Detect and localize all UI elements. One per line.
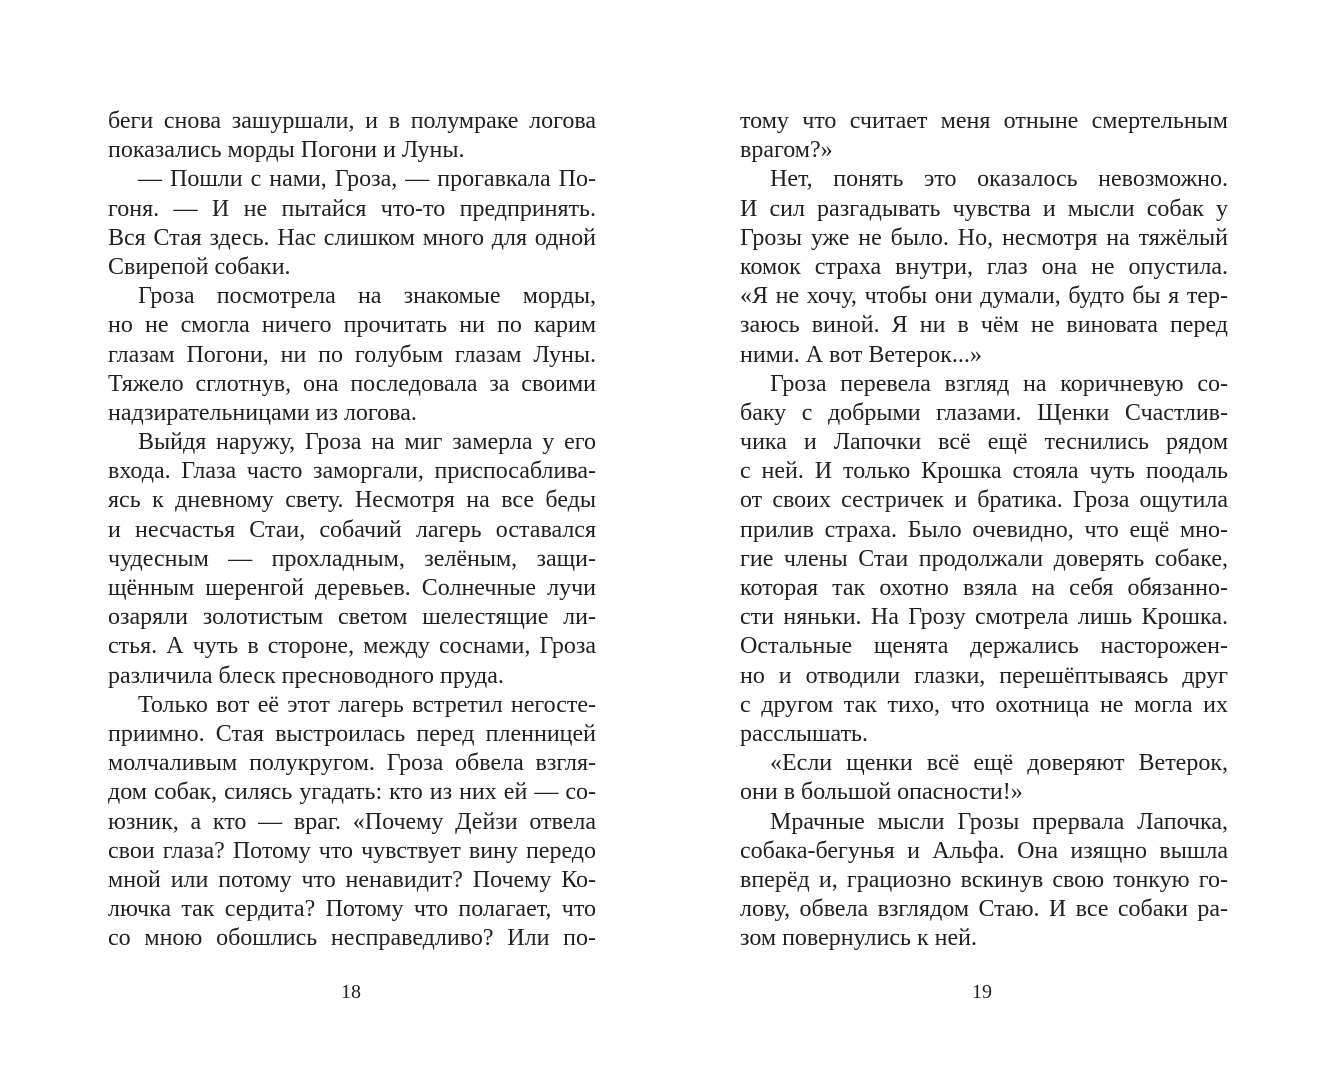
text-line: но и отводили глазки, перешёптываясь друг [740,662,1228,689]
text-line: от своих сестричек и братика. Гроза ощутила [740,487,1228,514]
text-line: Гроза перевела взгляд на коричневую со- [770,370,1228,397]
right-page-text [740,107,1228,953]
text-line: сти няньки. На Грозу смотрела лишь Крошка. [740,604,1228,631]
text-line: Выйдя наружу, Гроза на миг замерла у его [138,429,596,456]
text-line: врагом?» [740,137,833,164]
text-line: прилив страха. Было очевидно, что ещё мно- [740,516,1228,543]
text-line: дом собак, силясь угадать: кто из них ей — со- [108,779,596,806]
page-number-right: 19 [972,981,992,1003]
text-line: Нет, понять это оказалось невозможно. [770,166,1228,193]
text-line: юзник, а кто — враг. «Почему Дейзи отвела [108,808,596,835]
text-line: «Если щенки всё ещё доверяют Ветерок, [770,750,1228,777]
text-line: с другом так тихо, что охотница не могла их [740,691,1228,718]
text-line: со мною обошлись несправедливо? Или по- [108,925,596,952]
text-line: Свирепой собаки. [108,253,291,280]
text-line: ясь к дневному свету. Несмотря на все беды [108,487,596,514]
text-line: лову, обвела взглядом Стаю. И все собаки ра- [740,896,1228,923]
text-line: различила блеск пресноводного пруда. [108,662,504,689]
text-line: Остальные щенята держались насторожен- [740,633,1228,660]
text-line: заюсь виной. Я ни в чём не виновата перед [740,312,1228,339]
text-line: чудесным — прохладным, зелёным, защи- [108,545,596,572]
text-line: мной или потому что ненавидит? Почему Ко- [108,866,596,893]
text-line: чика и Лапочки всё ещё теснились рядом [740,429,1228,456]
text-line: озаряли золотистым светом шелестящие ли- [108,604,596,631]
text-line: стья. А чуть в стороне, между соснами, Гроза [108,633,596,660]
text-line: щённым шеренгой деревьев. Солнечные лучи [108,575,596,601]
text-line: они в большой опасности!» [740,779,1023,806]
page-number-left: 18 [341,981,361,1003]
text-line: молчаливым полукругом. Гроза обвела взгля- [108,750,596,777]
text-line: «Я не хочу, чтобы они думали, будто бы я тер- [740,283,1228,310]
text-line: которая так охотно взяла на себя обязанно- [740,575,1228,601]
text-line: гоня. — И не пытайся что-то предпринять. [108,195,596,222]
text-line: но не смогла ничего прочитать ни по карим [108,312,596,339]
text-line: ними. А вот Ветерок...» [740,341,982,368]
left-page-text [108,107,596,953]
text-line: Вся Стая здесь. Нас слишком много для одной [108,224,596,251]
text-line: и несчастья Стаи, собачий лагерь оставался [108,516,596,543]
text-line: беги снова зашуршали, и в полумраке логова [108,108,596,134]
text-line: Только вот её этот лагерь встретил негосте- [138,691,596,718]
text-line: с ней. И только Крошка стояла чуть поодаль [740,458,1228,485]
text-line: лючка так сердита? Потому что полагает, что [108,896,596,923]
text-line: тому что считает меня отныне смертельным [740,108,1228,134]
text-line: расслышать. [740,720,869,747]
text-line: Грозы уже не было. Но, несмотря на тяжёлый [740,224,1228,251]
text-line: зом повернулись к ней. [740,925,977,952]
text-line: Мрачные мысли Грозы прервала Лапочка, [770,808,1228,835]
text-line: показались морды Погони и Луны. [108,137,465,164]
text-line: свои глаза? Потому что чувствует вину передо [108,837,596,864]
text-line: надзирательницами из логова. [108,399,417,426]
text-line: глазам Погони, ни по голубым глазам Луны. [108,341,596,368]
text-line: Тяжело сглотнув, она последовала за своими [108,370,596,397]
text-line: Гроза посмотрела на знакомые морды, [138,283,596,310]
text-line: — Пошли с нами, Гроза, — прогавкала По- [138,166,596,193]
text-line: приимно. Стая выстроилась перед пленницей [108,720,596,747]
text-line: гие члены Стаи продолжали доверять собаке, [740,545,1228,572]
text-line: вперёд и, грациозно вскинув свою тонкую го- [740,866,1228,893]
text-line: собака-бегунья и Альфа. Она изящно вышла [740,837,1228,864]
text-line: И сил разгадывать чувства и мысли собак у [740,195,1228,222]
text-line: баку с добрыми глазами. Щенки Счастлив- [740,399,1228,426]
text-line: входа. Глаза часто заморгали, приспосаблива- [108,458,596,485]
text-line: комок страха внутри, глаз она не опустила. [740,253,1228,280]
